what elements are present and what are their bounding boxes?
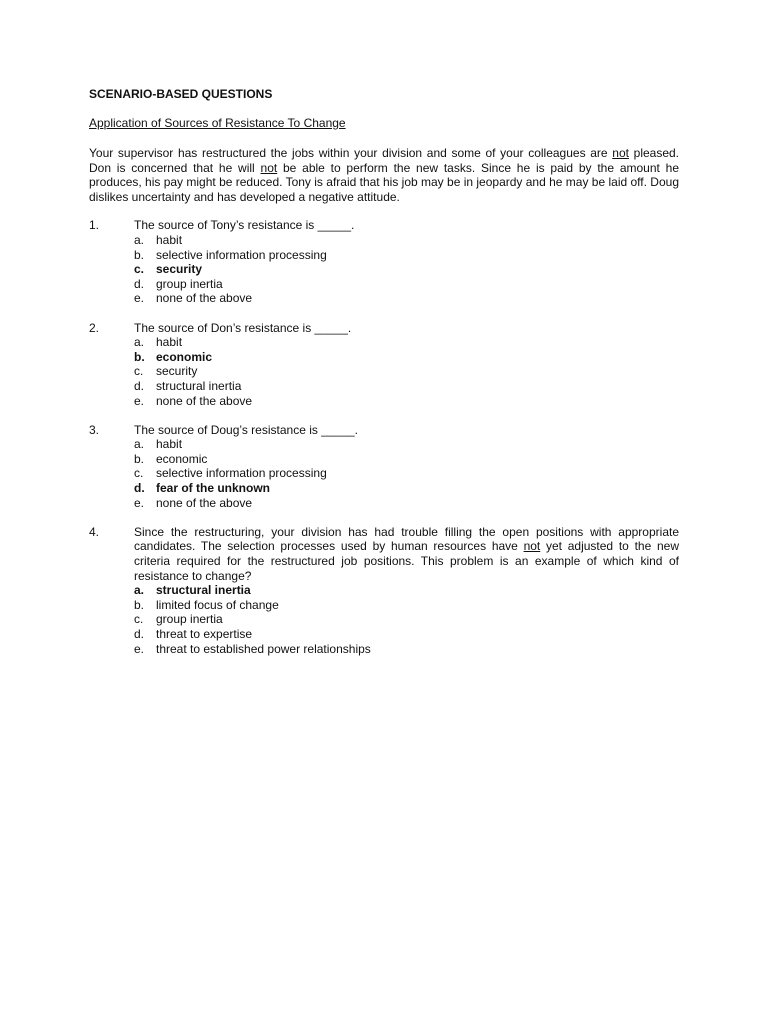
option-letter: c.	[134, 364, 144, 379]
question-stem: The source of Don’s resistance is _____.	[134, 320, 352, 335]
option-letter: b.	[134, 349, 145, 364]
option-letter: d.	[134, 378, 145, 393]
option-text: habit	[156, 232, 183, 247]
option-text: selective information processing	[156, 247, 327, 262]
option-text: economic	[156, 349, 213, 364]
answer-option	[134, 364, 679, 379]
option-text: habit	[156, 437, 183, 452]
question-stem	[134, 525, 679, 583]
option-letter: b.	[134, 451, 145, 466]
option-text: threat to expertise	[156, 627, 253, 641]
option-text: threat to established power relationships	[156, 641, 371, 656]
option-letter: a.	[134, 232, 145, 247]
question-body	[134, 321, 679, 409]
answer-option	[134, 496, 679, 511]
page-title: SCENARIO-BASED QUESTIONS	[89, 87, 273, 101]
question-number: 4.	[89, 524, 100, 539]
answer-option	[134, 598, 679, 613]
option-letter: d.	[134, 481, 145, 496]
answer-options	[134, 335, 679, 408]
answer-option	[134, 291, 679, 306]
option-letter: e.	[134, 641, 145, 656]
answer-option	[134, 452, 679, 467]
option-text: habit	[156, 335, 183, 350]
scenario-underlined-not-1: not	[612, 146, 629, 160]
scenario-underlined-not-2: not	[260, 160, 278, 175]
option-text: selective information processing	[156, 466, 327, 481]
option-letter: d.	[134, 276, 145, 291]
question-number: 2.	[89, 320, 100, 335]
option-text: none of the above	[156, 495, 253, 510]
option-text: fear of the unknown	[156, 481, 270, 496]
option-letter: a.	[134, 583, 145, 598]
question-stem: The source of Doug’s resistance is _____.	[134, 422, 358, 437]
answer-option	[134, 642, 679, 657]
answer-option	[134, 233, 679, 248]
question-2	[89, 321, 679, 409]
answer-options	[134, 437, 679, 510]
answer-option	[134, 437, 679, 452]
option-letter: d.	[134, 627, 145, 641]
option-text: security	[156, 262, 203, 277]
option-letter: b.	[134, 597, 145, 612]
option-text: security	[156, 364, 198, 379]
question-number: 1.	[89, 218, 100, 233]
answer-option	[134, 466, 679, 481]
answer-option	[134, 248, 679, 263]
question-4	[89, 525, 679, 656]
answer-option	[134, 350, 679, 365]
answer-options	[134, 233, 679, 306]
question-1	[89, 218, 679, 306]
answer-option	[134, 583, 679, 598]
option-text: none of the above	[156, 291, 253, 306]
option-letter: e.	[134, 291, 145, 306]
scenario-text-3: be able to perform the new tasks. Since he is paid by the amount he produces, his pay might be reduced. Tony is afraid that his job may be in jeopardy and he may be laid off. Doug dislikes uncertainty and has developed a negative attitude.	[89, 160, 679, 204]
option-letter: a.	[134, 437, 145, 452]
option-text: economic	[156, 451, 208, 466]
option-letter: c.	[134, 466, 144, 481]
question-stem-text-2: yet adjusted to the new criteria required for the restructured job positions. This problem is an example of which kind of resistance to change?	[134, 539, 680, 583]
question-body	[134, 218, 679, 306]
option-text: group inertia	[156, 612, 223, 627]
answer-option	[134, 612, 679, 627]
question-number: 3.	[89, 422, 100, 437]
option-text: group inertia	[156, 276, 223, 291]
scenario-paragraph	[89, 146, 679, 204]
option-letter: c.	[134, 262, 145, 277]
option-letter: c.	[134, 612, 144, 627]
option-text: structural inertia	[156, 583, 251, 598]
answer-options	[134, 583, 679, 656]
option-letter: a.	[134, 335, 145, 350]
section-subtitle: Application of Sources of Resistance To Change	[89, 116, 346, 130]
answer-option	[134, 335, 679, 350]
option-letter: b.	[134, 247, 145, 262]
question-body	[134, 423, 679, 511]
question-stem-underlined-not: not	[523, 539, 541, 554]
answer-option	[134, 277, 679, 292]
answer-option	[134, 481, 679, 496]
answer-option	[134, 262, 679, 277]
option-text: none of the above	[156, 393, 253, 408]
option-letter: e.	[134, 393, 145, 408]
question-stem-text-1: Since the restructuring, your division has had trouble filling the open positions with appropriate candidates. The selection processes used by human resources have	[134, 524, 679, 554]
option-text: structural inertia	[156, 378, 242, 393]
document-page	[89, 86, 679, 671]
option-text: limited focus of change	[156, 597, 279, 612]
scenario-text-1: Your supervisor has restructured the jobs within your division and some of your colleagues are	[89, 146, 613, 160]
answer-option	[134, 379, 679, 394]
scenario-text-2: pleased. Don is concerned that he will	[89, 146, 680, 175]
option-letter: e.	[134, 495, 145, 510]
question-3	[89, 423, 679, 511]
question-stem: The source of Tony’s resistance is _____.	[134, 218, 355, 233]
answer-option	[134, 394, 679, 409]
question-body	[134, 525, 679, 656]
answer-option	[134, 627, 679, 642]
